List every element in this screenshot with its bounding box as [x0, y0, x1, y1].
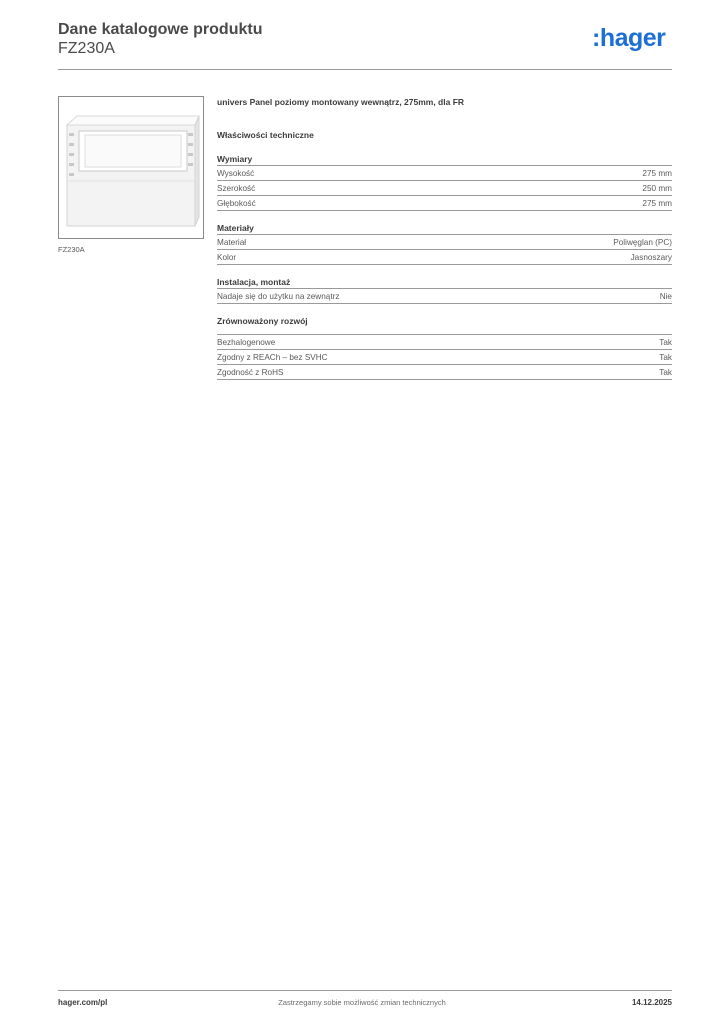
spec-row: [217, 196, 672, 211]
section-installation: [217, 277, 672, 304]
section-title: Instalacja, montaż: [217, 277, 291, 287]
spec-row: [217, 350, 672, 365]
spec-value: Tak: [659, 367, 672, 377]
page-title: Dane katalogowe produktu: [58, 21, 263, 38]
spec-row: [217, 181, 672, 196]
section-materials: [217, 223, 672, 265]
product-image: [58, 96, 204, 239]
section-title: Zrównoważony rozwój: [217, 316, 308, 326]
spec-row: [217, 365, 672, 380]
spec-label: Nadaje się do użytku na zewnątrz: [217, 291, 340, 301]
product-code: FZ230A: [58, 40, 115, 57]
section-title: Wymiary: [217, 154, 253, 164]
footer-date: 14.12.2025: [631, 998, 672, 1007]
spec-label: Szerokość: [217, 183, 256, 193]
spec-label: Kolor: [217, 252, 237, 262]
image-caption: FZ230A: [58, 245, 85, 254]
spec-row: [217, 335, 672, 350]
section-dimensions: [217, 154, 672, 211]
spec-label: Zgodny z REACh – bez SVHC: [217, 352, 328, 362]
spec-label: Głębokość: [217, 198, 256, 208]
spec-label: Bezhalogenowe: [217, 337, 276, 347]
section-sustainability: [217, 316, 672, 380]
spec-row: [217, 166, 672, 181]
spec-value: 275 mm: [642, 168, 672, 178]
footer-website: hager.com/pl: [58, 998, 108, 1007]
spec-label: Materiał: [217, 237, 247, 247]
spec-label: Wysokość: [217, 168, 255, 178]
spec-value: 275 mm: [642, 198, 672, 208]
spec-value: Nie: [659, 291, 672, 301]
product-description: univers Panel poziomy montowany wewnątrz, 275mm, dla FR: [217, 97, 465, 107]
spec-value: Poliwęglan (PC): [613, 237, 672, 247]
spec-value: Tak: [659, 352, 672, 362]
footer-disclaimer: Zastrzegamy sobie możliwość zmian technicznych: [278, 998, 446, 1007]
spec-value: 250 mm: [642, 183, 672, 193]
spec-content: [217, 97, 672, 392]
footer-divider: [58, 990, 672, 991]
spec-value: Jasnoszary: [630, 252, 672, 262]
spec-row: [217, 235, 672, 250]
section-title: Materiały: [217, 223, 254, 233]
tech-heading: Właściwości techniczne: [217, 130, 314, 140]
spec-value: Tak: [659, 337, 672, 347]
header-divider: [58, 69, 672, 70]
spec-row: [217, 289, 672, 304]
spec-row: [217, 250, 672, 265]
spec-label: Zgodność z RoHS: [217, 367, 284, 377]
hager-logo: :hager: [592, 24, 666, 52]
